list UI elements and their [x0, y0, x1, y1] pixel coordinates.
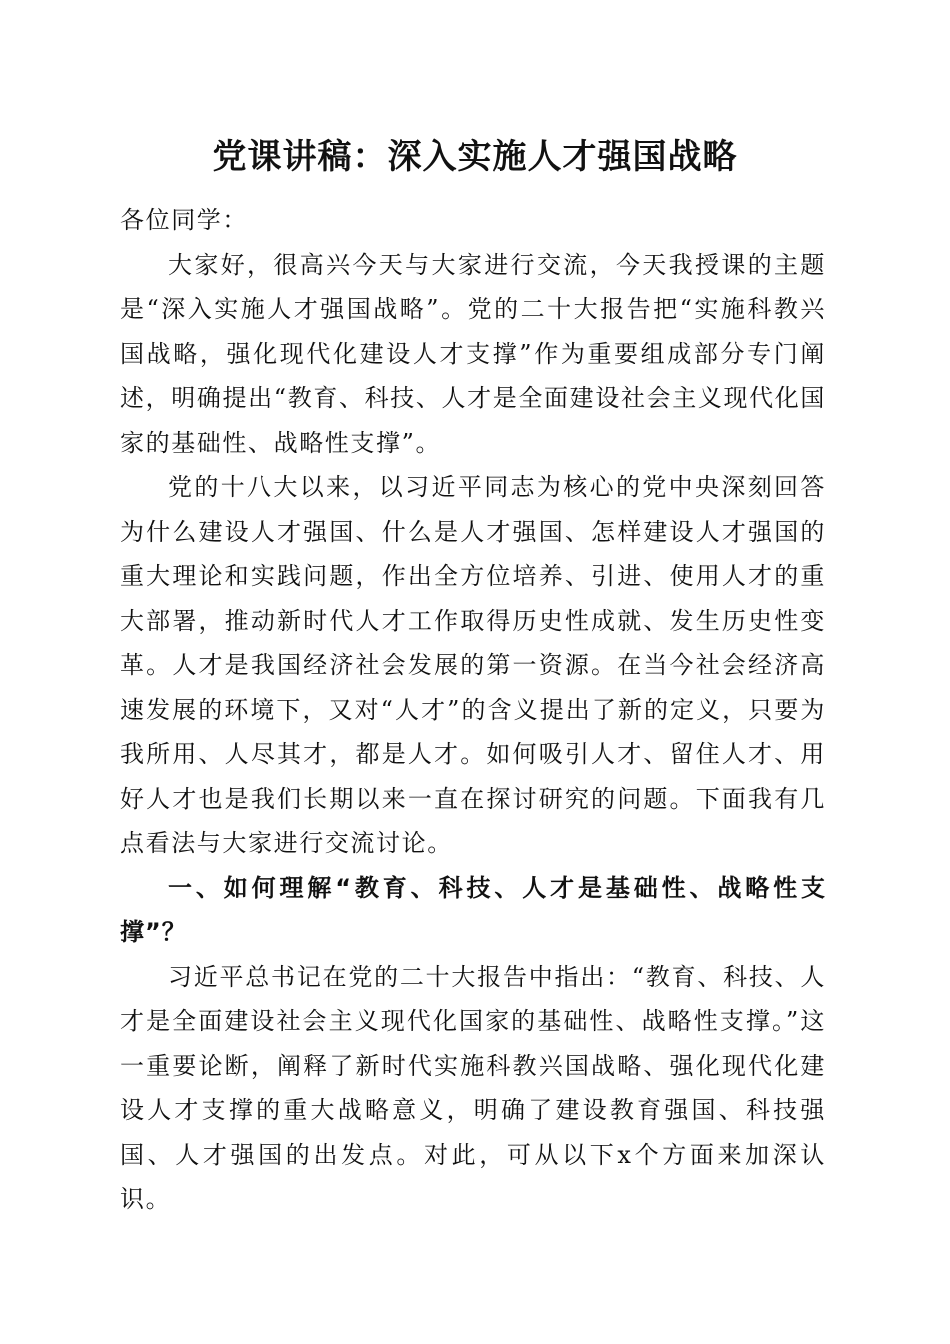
section-paragraph: 习近平总书记在党的二十大报告中指出：“教育、科技、人才是全面建设社会主义现代化国家的基础性、战略性支撑。”这一重要论断，阐释了新时代实施科教兴国战略、强化现代化建设人才支撑的重大战略意义，明确了建设教育强国、科技强国、人才强国的出发点。对此，可从以下x个方面来加深认识。	[120, 962, 826, 1213]
background-paragraph: 党的十八大以来，以习近平同志为核心的党中央深刻回答为什么建设人才强国、什么是人才强国、怎样建设人才强国的重大理论和实践问题，作出全方位培养、引进、使用人才的重大部署，推动新时代人才工作取得历史性成就、发生历史性变革。人才是我国经济社会发展的第一资源。在当今社会经济高速发展的环境下，又对“人才”的含义提出了新的定义，只要为我所用、人尽其才，都是人才。如何吸引人才、留住人才、用好人才也是我们长期以来一直在探讨研究的问题。下面我有几点看法与大家进行交流讨论。	[120, 473, 826, 857]
document-title: 党课讲稿：深入实施人才强国战略	[212, 137, 738, 177]
salutation: 各位同学：	[120, 206, 248, 234]
intro-paragraph: 大家好，很高兴今天与大家进行交流，今天我授课的主题是“深入实施人才强国战略”。党的二十大报告把“实施科教兴国战略，强化现代化建设人才支撑”作为重要组成部分专门阐述，明确提出“教育、科技、人才是全面建设社会主义现代化国家的基础性、战略性支撑”。	[120, 250, 826, 457]
document-body	[120, 198, 826, 1222]
section-heading: 一、如何理解“教育、科技、人才是基础性、战略性支撑”？	[120, 873, 826, 946]
